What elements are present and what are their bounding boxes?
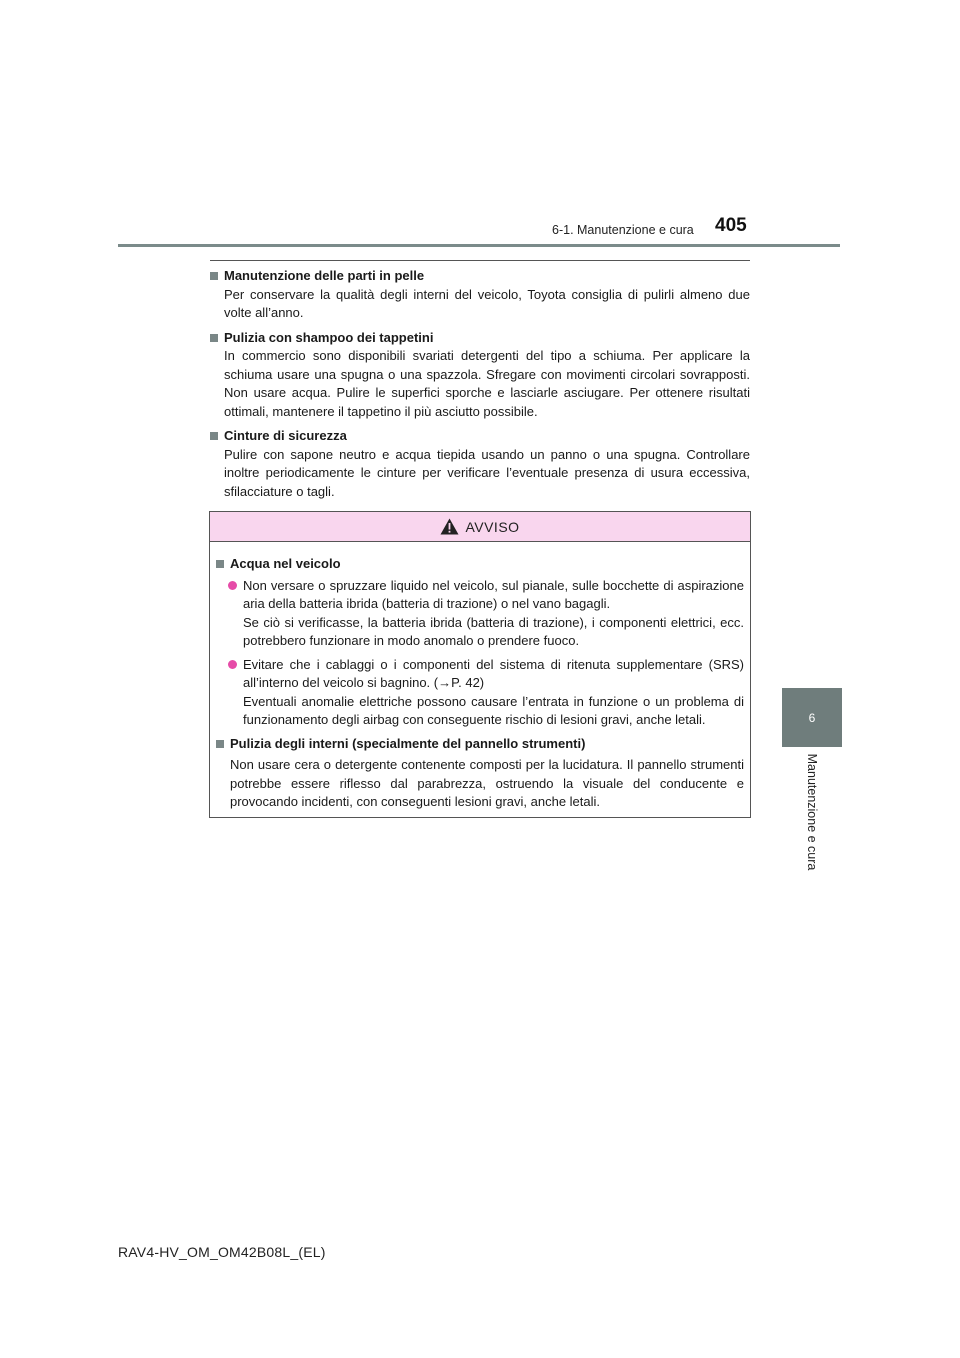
header-rule bbox=[118, 244, 840, 247]
section-seat-belts bbox=[210, 427, 750, 501]
section-title: Manutenzione delle parti in pelle bbox=[224, 268, 425, 283]
square-bullet-icon bbox=[210, 334, 218, 342]
page-number: 405 bbox=[715, 215, 747, 236]
circle-bullet-icon bbox=[228, 660, 237, 669]
square-bullet-icon bbox=[210, 432, 218, 440]
section-body: In commercio sono disponibili svariati detergenti del tipo a schiuma. Per applicare la schiuma usare una spugna o una spazzola. Sfregare con movimenti circolari sovrapposti. Non usare acqua. Pulire le superfici sporche e lasciarle asciugare. Per ottenere risultati ottimali, mantenere il tappetino il più asciutto possibile. bbox=[224, 348, 750, 419]
section-body: Pulire con sapone neutro e acqua tiepida usando un panno o una spugna. Controllare inoltre periodicamente le cinture per verificare l’eventuale presenza di usura eccessiva, sfilacciature o tagli. bbox=[224, 446, 750, 499]
warning-heading: AVVISO bbox=[465, 518, 520, 535]
bullet-line: Se ciò si verificasse, la batteria ibrida (batteria di trazione), i componenti elettrici, ecc. potrebbero funzionare in modo anomalo o prendere fuoco. bbox=[243, 614, 744, 648]
bullet-line: Non versare o spruzzare liquido nel veicolo, sul pianale, sulle bocchette di aspirazione aria della batteria ibrida (batteria di trazione) o nel vano bagagli. bbox=[243, 577, 744, 611]
header-section-title: 6-1. Manutenzione e cura bbox=[552, 223, 694, 237]
section-body: Per conservare la qualità degli interni del veicolo, Toyota consiglia di pulirli almeno due volte all’anno. bbox=[224, 286, 750, 320]
main-content bbox=[210, 267, 750, 507]
warning-body bbox=[210, 542, 750, 812]
warning-box bbox=[209, 511, 751, 818]
bullet-line: Eventuali anomalie elettriche possono causare l’entrata in funzione o un problema di funzionamento degli airbag con conseguente rischio di lesioni gravi, anche letali. bbox=[243, 693, 744, 727]
chapter-number: 6 bbox=[808, 710, 816, 725]
bullet-line: Evitare che i cablaggi o i componenti del sistema di ritenuta supplementare (SRS) all’interno del veicolo si bagnino. (→P. 42) bbox=[243, 656, 744, 690]
warning-section-title: Pulizia degli interni (specialmente del pannello strumenti) bbox=[230, 735, 586, 751]
section-leather bbox=[210, 267, 750, 323]
content-top-rule bbox=[210, 260, 750, 261]
warning-triangle-icon bbox=[440, 518, 459, 535]
square-bullet-icon bbox=[216, 560, 224, 568]
section-title: Cinture di sicurezza bbox=[224, 428, 347, 443]
section-carpet-shampoo bbox=[210, 329, 750, 422]
warning-section-body: Non usare cera o detergente contenente composti per la lucidatura. Il pannello strumenti potrebbe essere riflesso dal parabrezza, ostruendo la visuale del conducente e provocando incidenti, con conseguenti lesioni gravi, anche letali. bbox=[230, 757, 744, 809]
square-bullet-icon bbox=[216, 740, 224, 748]
list-item bbox=[228, 577, 744, 651]
warning-header bbox=[210, 512, 750, 542]
circle-bullet-icon bbox=[228, 581, 237, 590]
chapter-label: Manutenzione e cura bbox=[805, 753, 819, 871]
square-bullet-icon bbox=[210, 272, 218, 280]
warning-section-title: Acqua nel veicolo bbox=[230, 556, 341, 571]
chapter-tab bbox=[782, 688, 842, 747]
list-item bbox=[228, 656, 744, 730]
section-title: Pulizia con shampoo dei tappetini bbox=[224, 329, 434, 345]
footer-code: RAV4-HV_OM_OM42B08L_(EL) bbox=[118, 1244, 326, 1260]
